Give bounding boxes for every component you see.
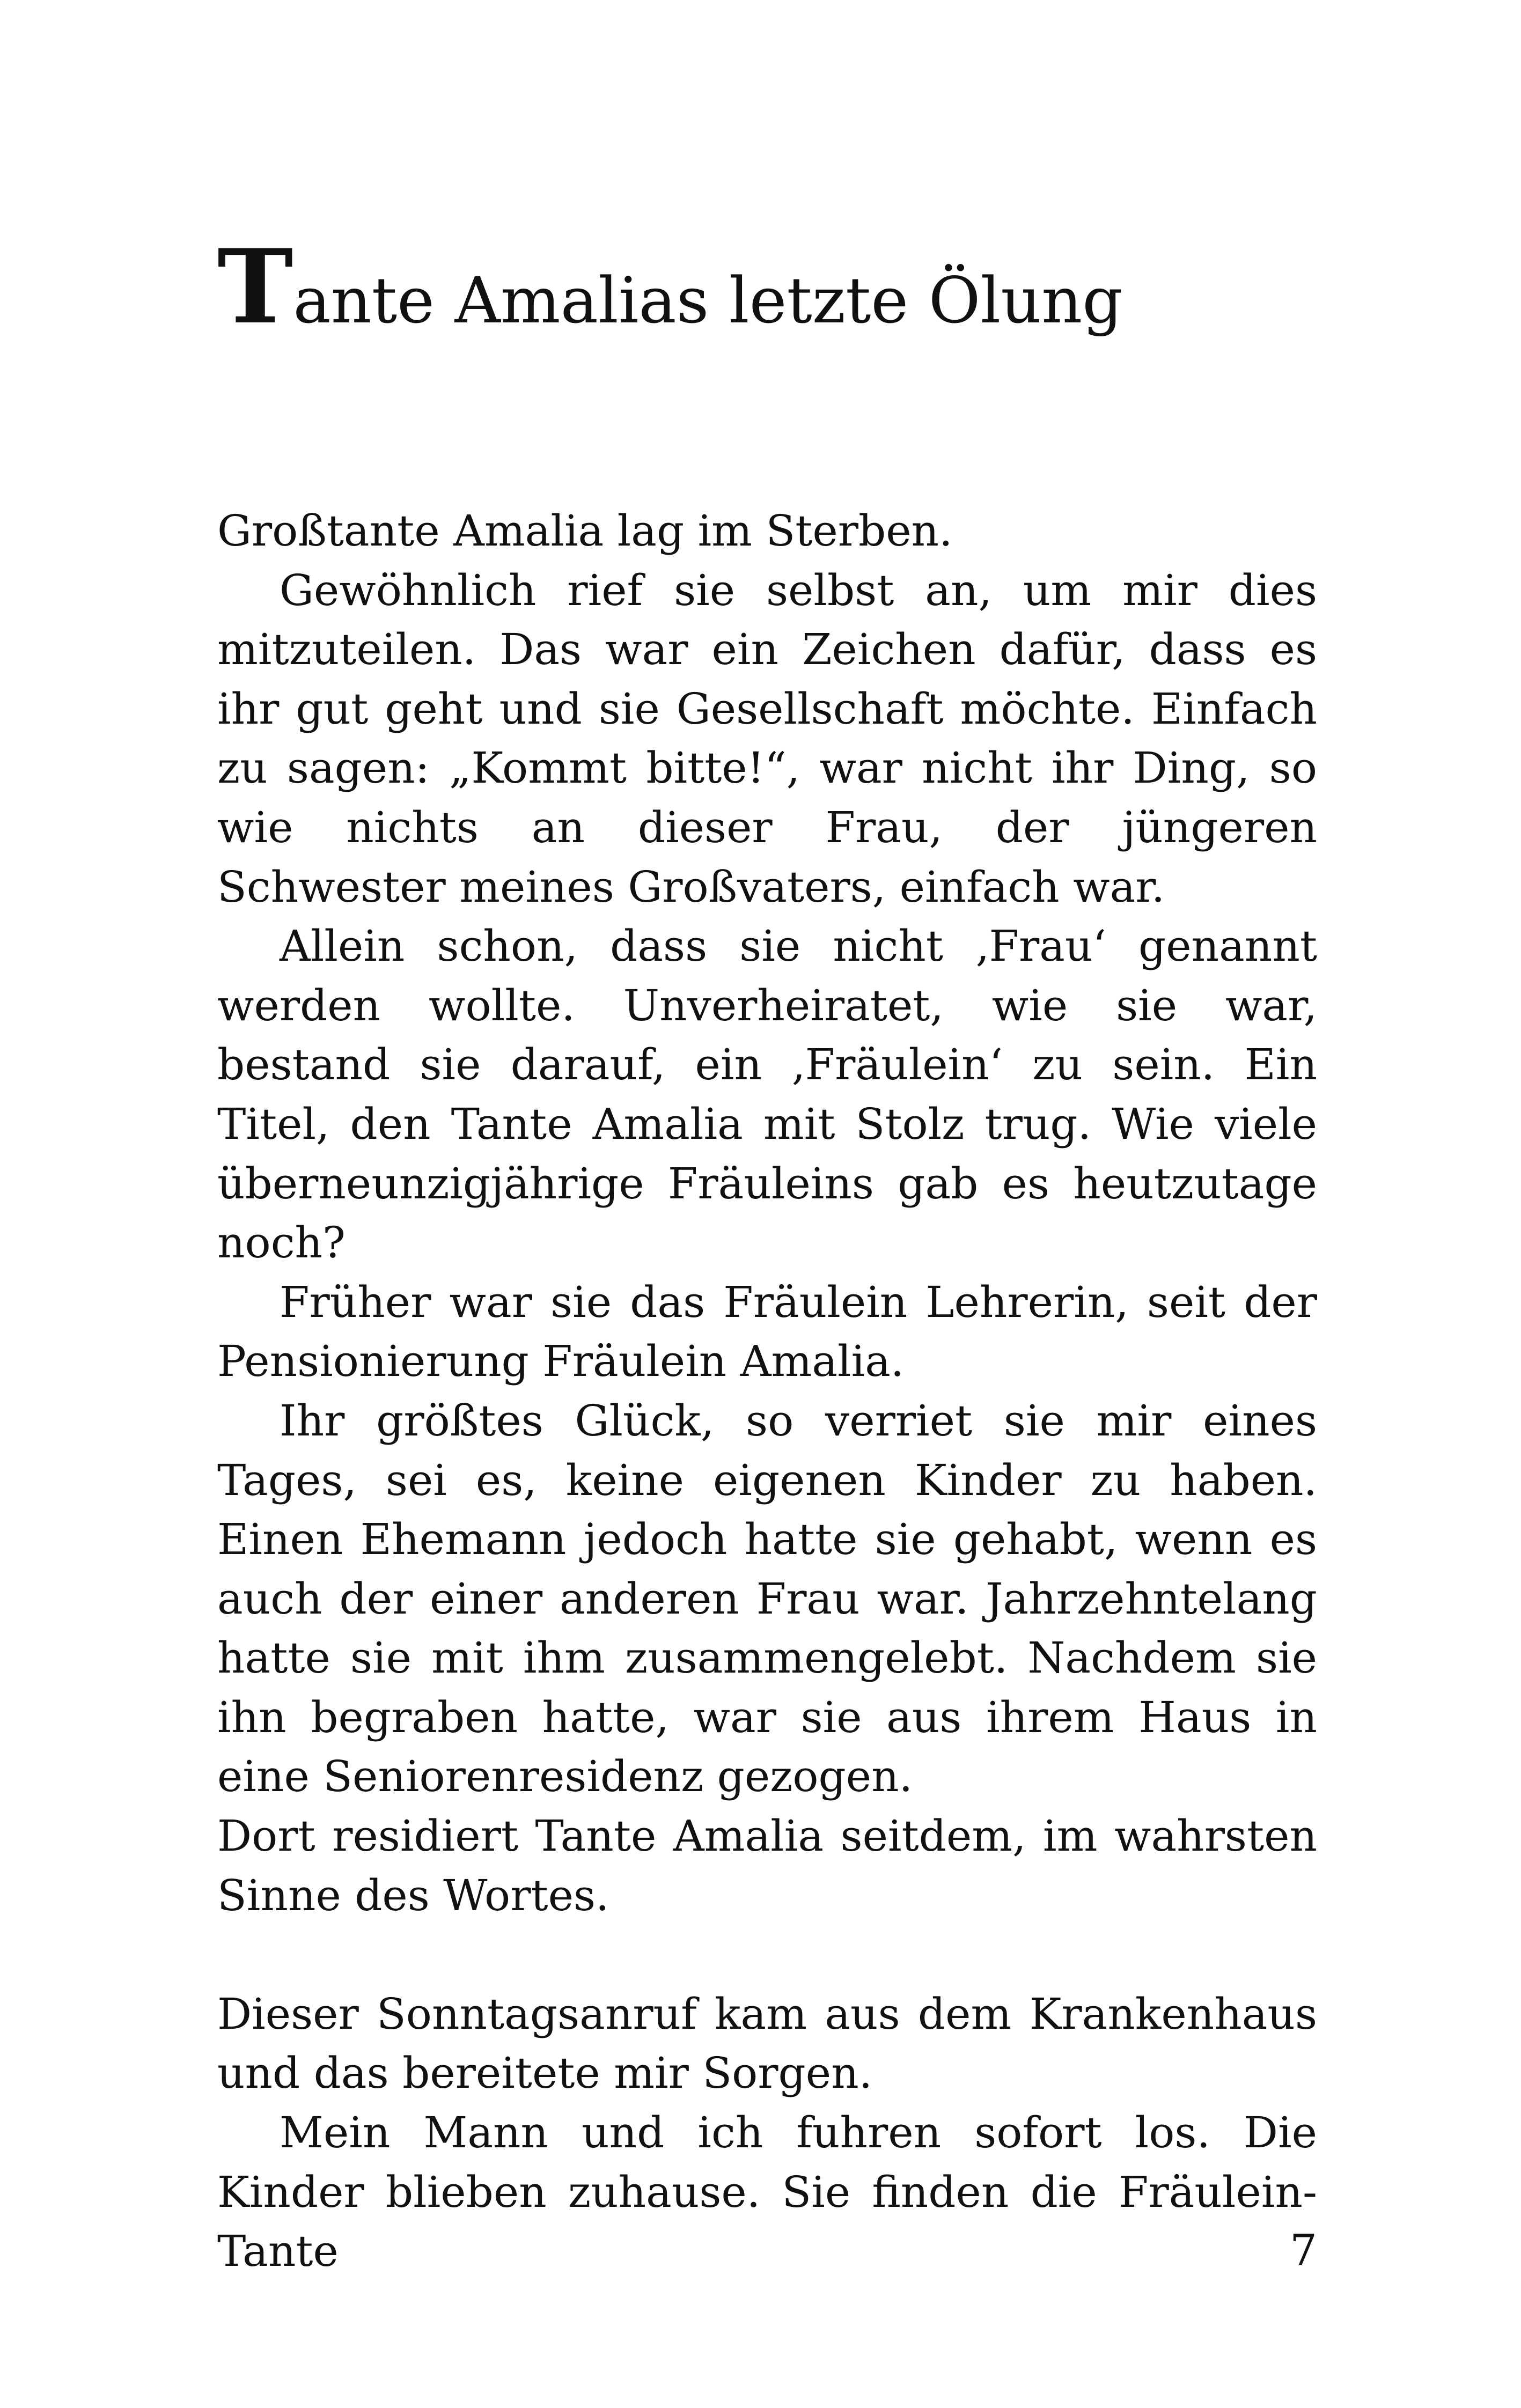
chapter-title: [217, 227, 1123, 347]
paragraph-5: Ihr größtes Glück, so verriet sie mir eines Tages, sei es, keine eigenen Kinder zu haben. Einen Ehemann jedoch hatte sie gehabt, wenn es auch der einer anderen Frau war. Jahrzehntelang hatte sie mit ihm zusammengelebt. Nachdem sie ihn begraben hatte, war sie aus ihrem Haus in eine Seniorenresidenz gezogen.: [217, 1395, 1317, 1802]
paragraph-6: Dort residiert Tante Amalia seitdem, im wahrsten Sinne des Wortes.: [217, 1811, 1317, 1920]
body-text: [217, 502, 1317, 2281]
paragraph-8: Mein Mann und ich fuhren sofort los. Die Kinder blieben zuhause. Sie finden die Fräulein-Tante: [217, 2108, 1317, 2277]
paragraph-2: Gewöhnlich rief sie selbst an, um mir dies mitzuteilen. Das war ein Zeichen dafür, dass es ihr gut geht und sie Gesellschaft möchte. Einfach zu sagen: „Kommt bitte!“, war nicht ihr Ding, so wie nichts an dieser Frau, der jüngeren Schwester meines Großvaters, einfach war.: [217, 565, 1317, 912]
paragraph-4: Früher war sie das Fräulein Lehrerin, seit der Pensionierung Fräulein Amalia.: [217, 1277, 1317, 1387]
chapter-title-rest: ante Amalias letzte Ölung: [293, 263, 1123, 337]
paragraph-1: Großtante Amalia lag im Sterben.: [217, 506, 953, 556]
chapter-title-initial: T: [217, 227, 293, 347]
paragraph-3: Allein schon, dass sie nicht ‚Frau‘ genannt werden wollte. Unverheiratet, wie sie war, bestand sie darauf, ein ‚Fräulein‘ zu sein. Ein Titel, den Tante Amalia mit Stolz trug. Wie viele überneunzigjährige Fräuleins gab es heutzutage noch?: [217, 921, 1317, 1268]
page-number: 7: [1290, 2225, 1317, 2275]
paragraph-7: Dieser Sonntagsanruf kam aus dem Krankenhaus und das bereitete mir Sorgen.: [217, 1989, 1317, 2098]
